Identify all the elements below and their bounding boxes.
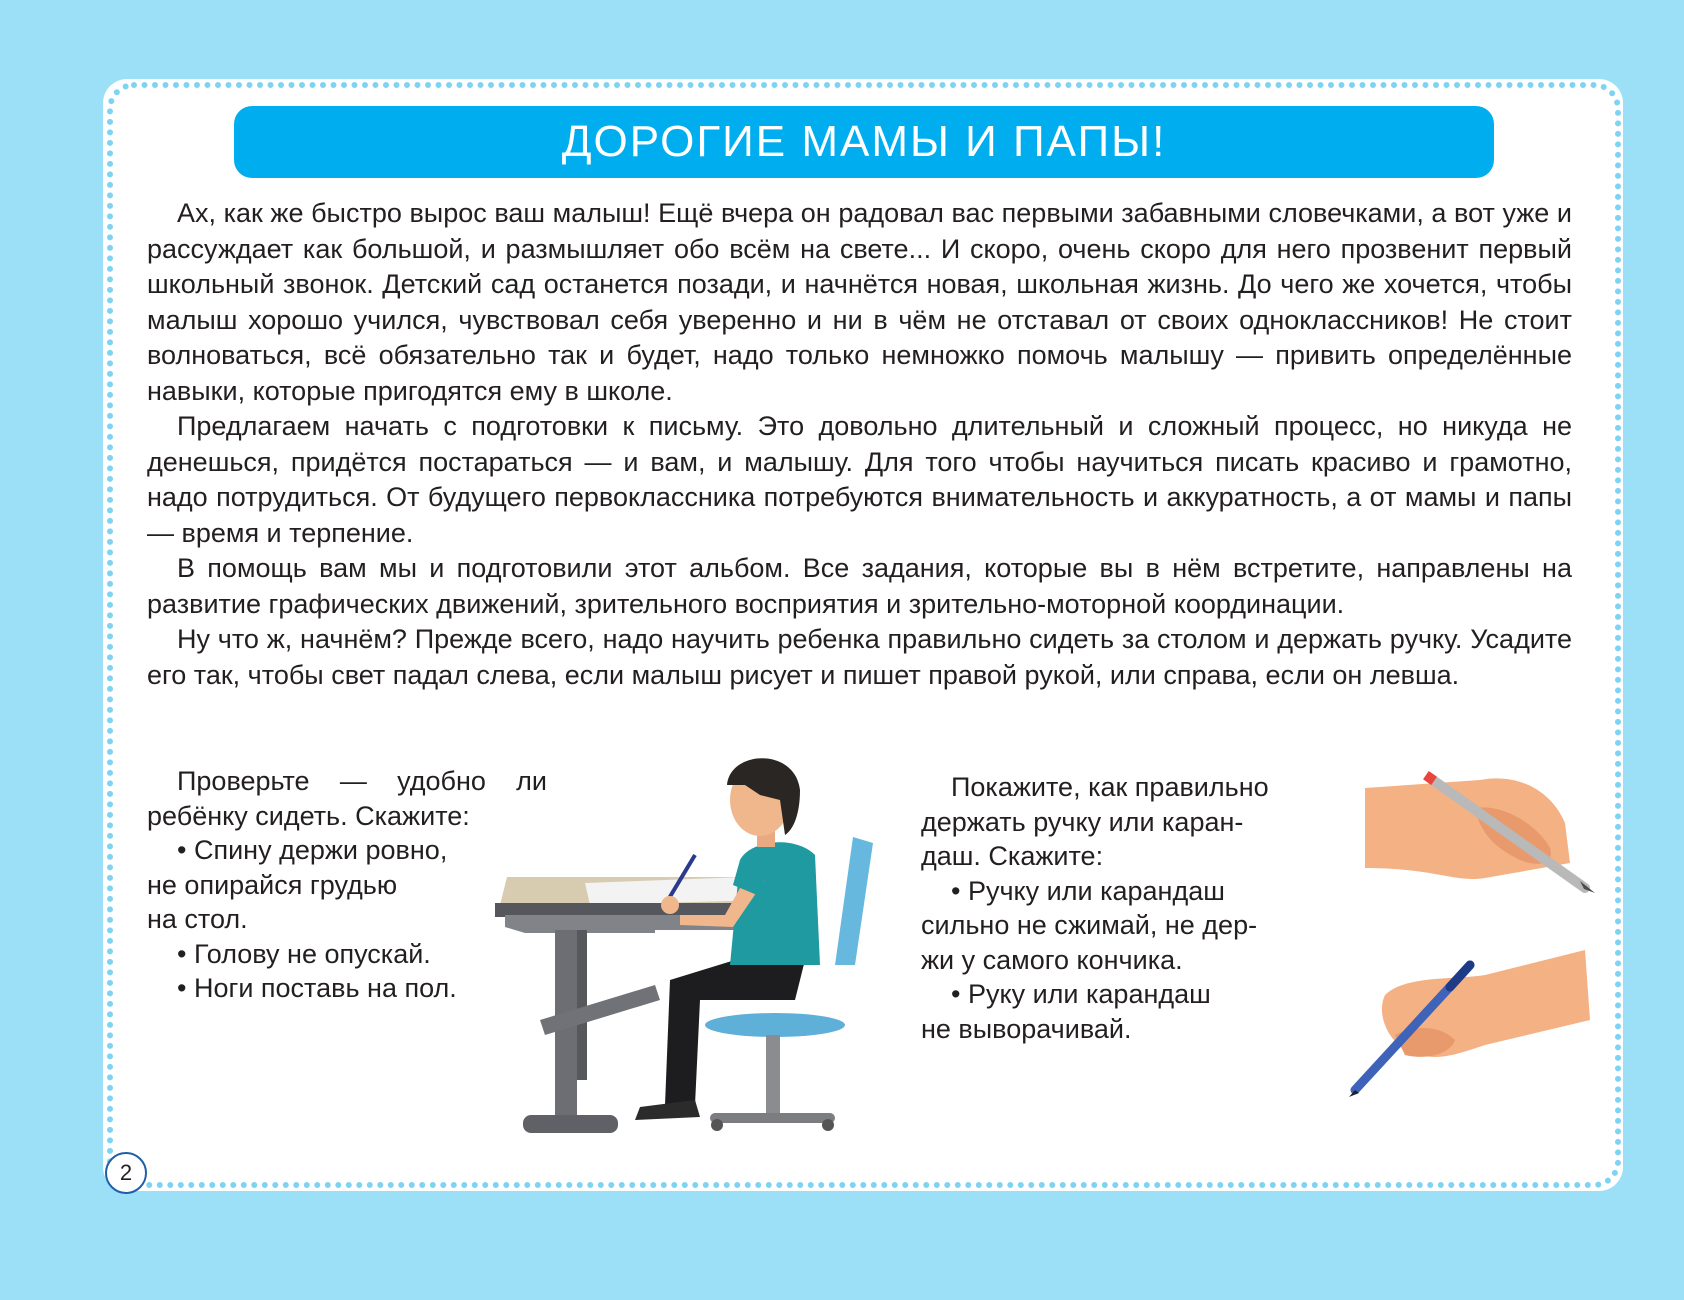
hand-with-pencil-illustration [1355,768,1595,898]
bullet-item: • Ручку или карандаш [921,874,1306,909]
intro-text [147,196,1572,693]
page-number: 2 [105,1152,147,1194]
instruction-line: Покажите, как правильно [951,772,1269,802]
instruction-line: жи у самого кончика. [921,944,1183,975]
bullet-item: • Руку или карандаш [921,977,1306,1012]
sitting-instructions [147,764,547,1006]
instruction-line: ребёнку сидеть. Скажите: [147,800,470,831]
instruction-line: даш. Скажите: [921,841,1104,871]
chair-seat [705,1013,845,1037]
instruction-line: сильно не сжимай, не дер- [921,910,1258,940]
instruction-line: не опирайся грудью [147,869,398,900]
title-banner [234,106,1494,178]
bullet-item: • Ноги поставь на пол. [147,971,547,1006]
hand-with-pen-illustration [1345,945,1595,1100]
intro-paragraph: Предлагаем начать с подготовки к письму. Это довольно длительный и сложный процесс, но никуда не денешься, придётся постараться — и вам, и малышу. Для того чтобы научиться писать красиво и грамотно, надо потрудиться. От будущего первоклассника потребуются внимательность и аккуратность, а от мамы и папы — время и терпение. [147,411,1572,548]
bullet-item: • Спину держи ровно, [147,833,547,868]
page-title: ДОРОГИЕ МАМЫ И ПАПЫ! [561,117,1167,166]
pen-grip-instructions [921,770,1306,1046]
instruction-line: держать ручку или каран- [921,806,1244,837]
intro-paragraph: Ах, как же быстро вырос ваш малыш! Ещё вчера он радовал вас первыми забавными словечками, а вот уже и рассуждает как большой, и размышляет обо всём на свете... И скоро, очень скоро для него прозвенит первый школьный звонок. Детский сад останется позади, и начнётся новая, школьная жизнь. До чего же хочется, чтобы малыш хорошо учился, чувствовал себя уверенно и ни в чём не отставал от своих одноклассников! Не стоит волноваться, всё обязательно так и будет, надо только немножко помочь малышу — привить определённые навыки, которые пригодятся ему в школе. [147,198,1572,406]
instruction-line: не выворачивай. [921,1013,1132,1044]
instruction-line: Проверьте — удобно ли [177,766,547,796]
child-at-desk-illustration [495,755,900,1155]
bullet-item: • Голову не опускай. [147,937,547,972]
intro-paragraph: В помощь вам мы и подготовили этот альбом. Все задания, которые вы в нём встретите, направлены на развитие графических движений, зрительного восприятия и зрительно-моторной координации. [147,553,1572,619]
intro-paragraph: Ну что ж, начнём? Прежде всего, надо научить ребенка правильно сидеть за столом и держать ручку. Усадите его так, чтобы свет падал слева, если малыш рисует и пишет правой рукой, или справа, если он левша. [147,624,1572,690]
chair-back [835,837,873,965]
instruction-line: на стол. [147,904,248,934]
